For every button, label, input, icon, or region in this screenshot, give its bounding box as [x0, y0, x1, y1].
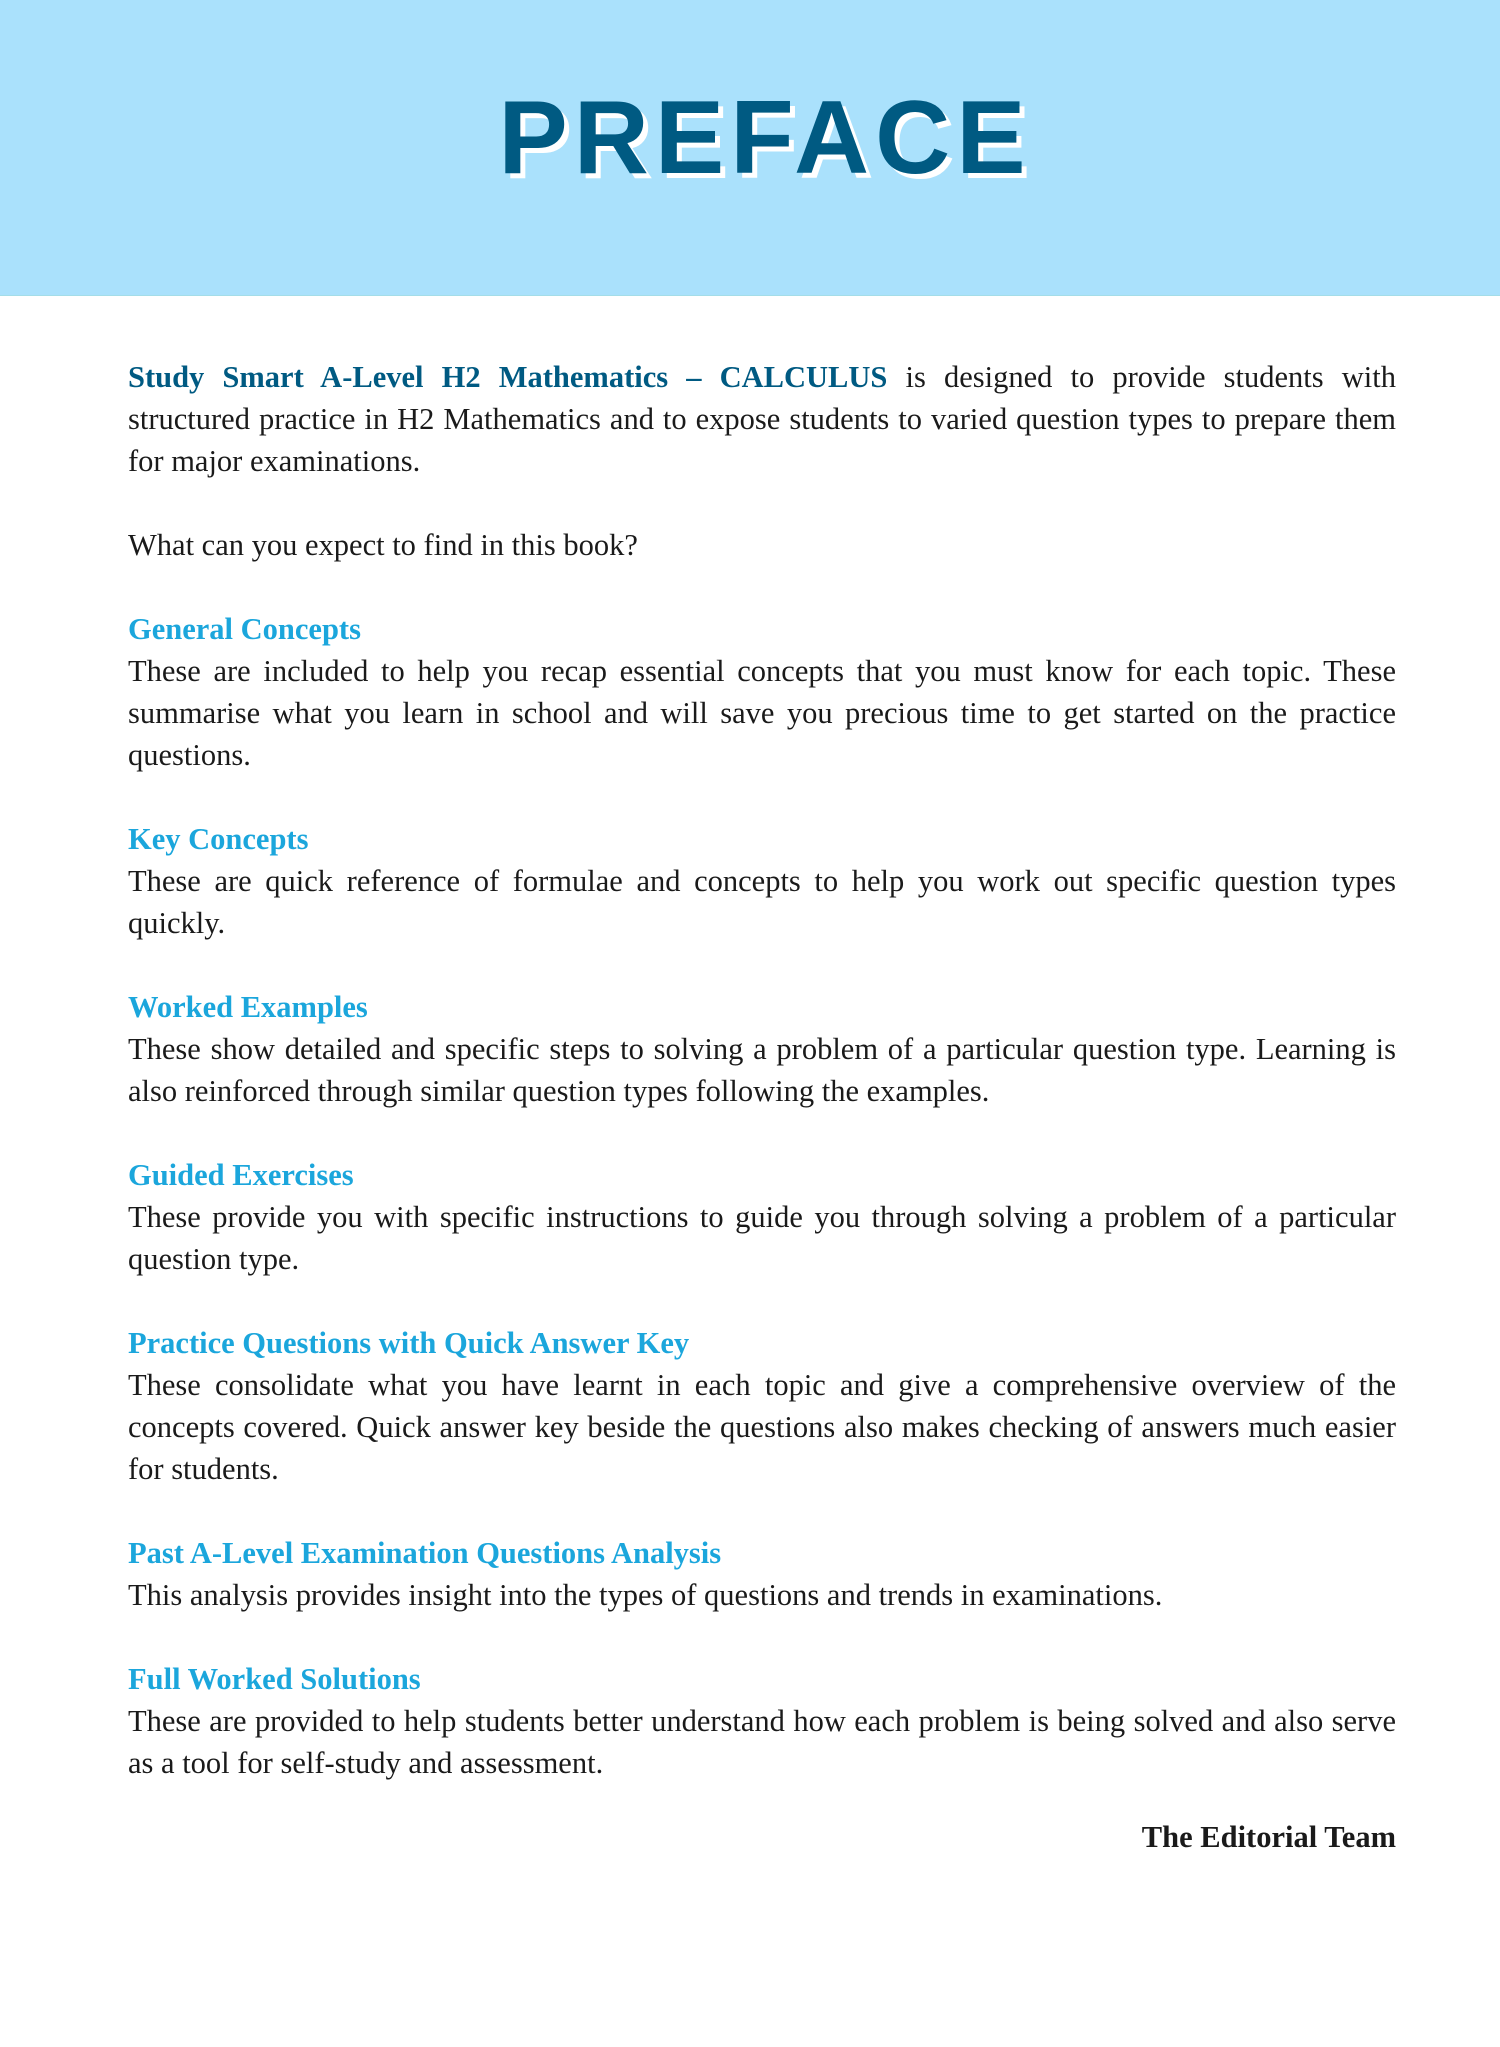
- section-body: These are included to help you recap essential concepts that you must know for each topic. These summarise what you learn in school and will save you precious time to get started on the practice questions.: [128, 654, 1396, 772]
- lead-question: What can you expect to find in this book?: [128, 528, 638, 562]
- signature: The Editorial Team: [1141, 1820, 1396, 1854]
- section-key-concepts: [128, 818, 1396, 944]
- section-full-worked-solutions: [128, 1658, 1396, 1784]
- section-body: These are quick reference of formulae and concepts to help you work out specific question types quickly.: [128, 864, 1396, 940]
- section-body: These consolidate what you have learnt in each topic and give a comprehensive overview of the concepts covered. Quick answer key beside the questions also makes checking of answers much easier for students.: [128, 1368, 1396, 1486]
- section-heading: Key Concepts: [128, 822, 309, 856]
- section-heading: Worked Examples: [128, 990, 368, 1024]
- header-band: [0, 0, 1500, 296]
- section-heading: General Concepts: [128, 612, 361, 646]
- section-heading: Past A-Level Examination Questions Analysis: [128, 1536, 722, 1570]
- section-worked-examples: [128, 986, 1396, 1112]
- section-general-concepts: [128, 608, 1396, 776]
- section-body: These provide you with specific instructions to guide you through solving a problem of a particular question type.: [128, 1200, 1396, 1276]
- section-body: This analysis provides insight into the types of questions and trends in examinations.: [128, 1578, 1163, 1612]
- intro-text: is designed to provide students with structured practice in H2 Mathematics and to expose students to varied question types to prepare them for major examinations.: [128, 360, 1396, 478]
- section-past-exam-analysis: [128, 1532, 1396, 1616]
- section-practice-questions: [128, 1322, 1396, 1490]
- section-heading: Full Worked Solutions: [128, 1662, 421, 1696]
- preface-content: [128, 356, 1396, 1826]
- section-heading: Practice Questions with Quick Answer Key: [128, 1326, 690, 1360]
- section-guided-exercises: [128, 1154, 1396, 1280]
- book-title: Study Smart A-Level H2 Mathematics – CALCULUS: [128, 360, 888, 394]
- section-body: These are provided to help students better understand how each problem is being solved and also serve as a tool for self-study and assessment.: [128, 1704, 1396, 1780]
- page-title: PREFACE: [498, 80, 1032, 196]
- intro-paragraph: [128, 356, 1396, 482]
- section-body: These show detailed and specific steps to solving a problem of a particular question type. Learning is also reinforced through similar question types following the examples.: [128, 1032, 1396, 1108]
- section-heading: Guided Exercises: [128, 1158, 354, 1192]
